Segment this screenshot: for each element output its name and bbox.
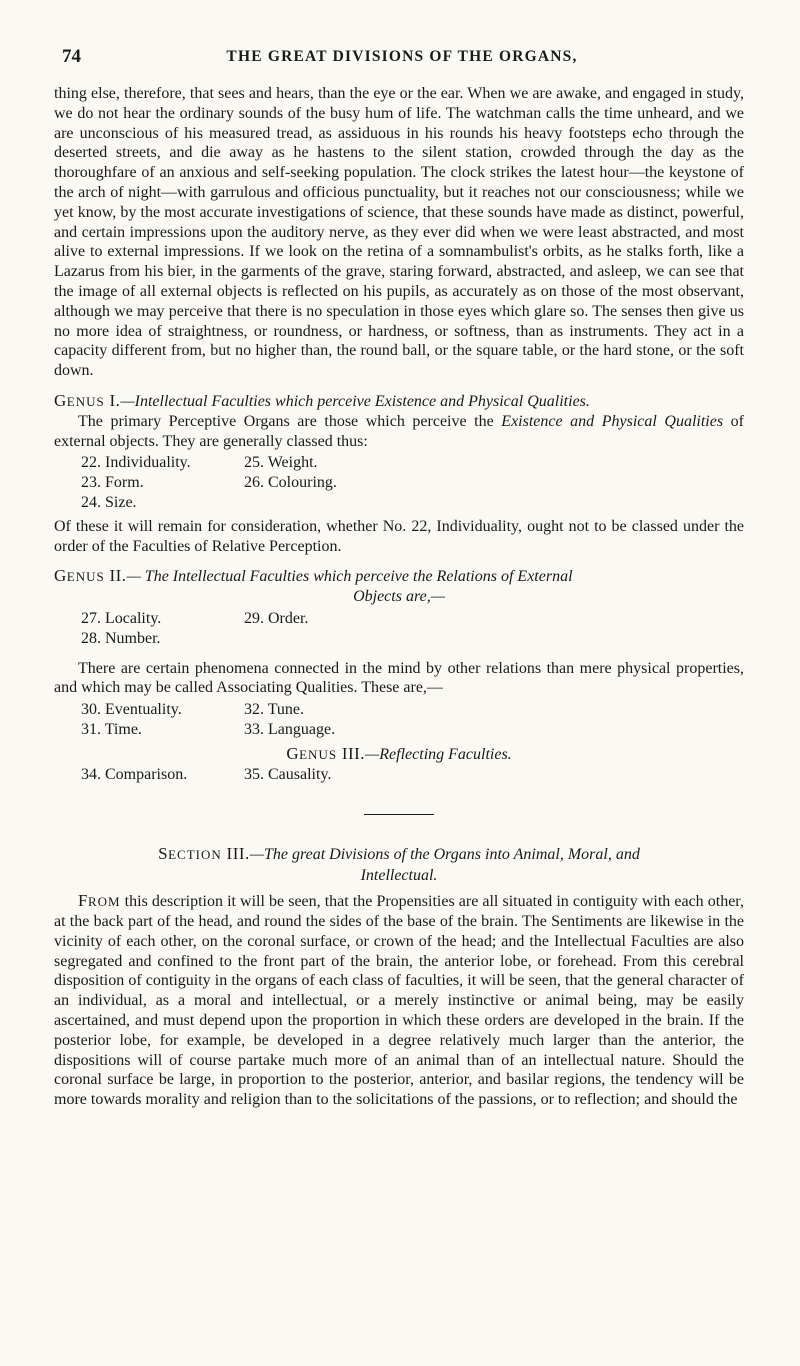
genus-2-title: — The Intellectual Faculties which perceive the Relations of External bbox=[126, 568, 573, 586]
genus-3-heading: GENUS III.—Reflecting Faculties. bbox=[286, 743, 512, 763]
list-item: 22. Individuality. bbox=[81, 454, 191, 472]
section-3-paragraph: FROM this description it will be seen, that the Propensities are all situated in contiguity with each other, at the back part of the head, and round the sides of the base of the brain. The Sentiments are likewise in the vicinity of each other, on the coronal surface, or crown of the head; and the Intellectual Faculties are also segregated and confined to the front part of the brain, the anterior lobe, or forehead. From this cerebral disposition of contiguity in the organs of each class of faculties, it will be seen, that the general character of an individual, as a moral and intellectual, or a merely instinctive or animal being, may be easily ascertained, and must depend upon the proportion in which these orders are developed in the brain. If the posterior lobe, for example, be developed in a degree relatively much larger than the anterior, the dispositions will of course partake much more of an animal than of an intellectual nature. Should the coronal surface be large, in proportion to the posterior, anterior, and basilar regions, the tendency will be more towards morality and religion than to the solicitations of the passions, or to reflection; and should the bbox=[54, 891, 744, 1109]
list-item bbox=[244, 629, 407, 649]
list-row bbox=[54, 473, 744, 493]
section-3-title: —The great Divisions of the Organs into Animal, Moral, and bbox=[249, 846, 640, 864]
genus-1-title: —Intellectual Faculties which perceive Existence and Physical Qualities. bbox=[120, 392, 590, 410]
list-item: 27. Locality. bbox=[81, 609, 162, 627]
list-row bbox=[54, 629, 744, 649]
genus-1-note: Of these it will remain for consideration, whether No. 22, Individuality, ought not to be classed under the order of the Faculties of Relative Perception. bbox=[54, 517, 744, 555]
list-row bbox=[54, 609, 744, 629]
running-head bbox=[62, 46, 742, 72]
running-title: THE GREAT DIVISIONS OF THE ORGANS, bbox=[226, 48, 578, 65]
associating-qualities-list bbox=[54, 700, 744, 740]
genus-1-faculty-list bbox=[54, 453, 744, 512]
page-number: 74 bbox=[62, 46, 81, 67]
list-item: 34. Comparison. bbox=[81, 765, 188, 783]
list-item: 26. Colouring. bbox=[244, 474, 337, 492]
genus-3-title: —Reflecting Faculties. bbox=[365, 745, 512, 763]
genus-1-intro: The primary Perceptive Organs are those which perceive the Existence and Physical Qualities of external objects. They are generally classed thus: bbox=[54, 412, 744, 450]
list-item: 31. Time. bbox=[81, 720, 142, 738]
genus-2-heading: GENUS II.— The Intellectual Faculties which perceive the Relations of External bbox=[54, 566, 573, 586]
section-divider bbox=[364, 814, 434, 815]
genus-2-title-continued: Objects are,— bbox=[353, 588, 445, 606]
section-3-title-continued: Intellectual. bbox=[360, 867, 438, 885]
genus-2-faculty-list bbox=[54, 609, 744, 649]
list-item: 23. Form. bbox=[81, 474, 144, 492]
list-item bbox=[244, 493, 407, 513]
genus-1 bbox=[54, 391, 744, 556]
section-3-heading: SECTION III.—The great Divisions of the Organs into Animal, Moral, and Intellectual. bbox=[158, 844, 640, 885]
list-row bbox=[54, 493, 744, 513]
list-item: 24. Size. bbox=[81, 493, 137, 511]
genus-3 bbox=[54, 744, 744, 785]
list-item: 32. Tune. bbox=[244, 701, 305, 719]
genus-1-heading: GENUS I.—Intellectual Faculties which perceive Existence and Physical Qualities. bbox=[54, 390, 590, 410]
list-item: 25. Weight. bbox=[244, 454, 318, 472]
list-item: 30. Eventuality. bbox=[81, 701, 182, 719]
genus-2 bbox=[54, 566, 744, 739]
list-row bbox=[54, 765, 744, 785]
list-item: 33. Language. bbox=[244, 720, 336, 738]
page-body bbox=[54, 84, 744, 1110]
list-row bbox=[54, 720, 744, 740]
list-row bbox=[54, 453, 744, 473]
list-item: 29. Order. bbox=[244, 609, 309, 627]
genus-3-faculty-list bbox=[54, 765, 744, 785]
list-item: 35. Causality. bbox=[244, 765, 332, 783]
list-item: 28. Number. bbox=[81, 629, 161, 647]
paragraph-continuation: thing else, therefore, that sees and hears, than the eye or the ear. When we are awake, and engaged in study, we do not hear the ordinary sounds of the busy hum of life. The watchman calls the time unheard, and we are unconscious of his measured tread, as assiduous in his rounds his heavy footsteps echo through the deserted streets, and die away as he hastens to the silent station, crowded through the day as the thoroughfare of an anxious and self-seeking population. The clock strikes the latest hour—the keystone of the arch of night—with garrulous and officious punctuality, but it reaches not our consciousness; while we yet know, by the most accurate investigations of science, that these sounds have made as distinct, powerful, and certain impressions upon the auditory nerve, as they ever did when we were least abstracted, and most alive to external impressions. If we look on the retina of a somnambulist's orbits, as he stalks forth, like a Lazarus from his bier, in the garments of the grave, staring forward, abstracted, and asleep, we can see that the image of all external objects is reflected on his pupils, as accurately as on those of the most observant, although we may perceive that there is no speculation in those eyes which glare so. The senses then give us no more idea of straightness, or roundness, or hardness, or softness, than as instruments. They act in a capacity different from, but no higher than, the round ball, or the square table, or the hard stone, or the soft down. bbox=[54, 85, 744, 380]
genus-2-note: There are certain phenomena connected in the mind by other relations than mere physical properties, and which may be called Associating Qualities. These are,— bbox=[54, 659, 744, 697]
list-row bbox=[54, 700, 744, 720]
